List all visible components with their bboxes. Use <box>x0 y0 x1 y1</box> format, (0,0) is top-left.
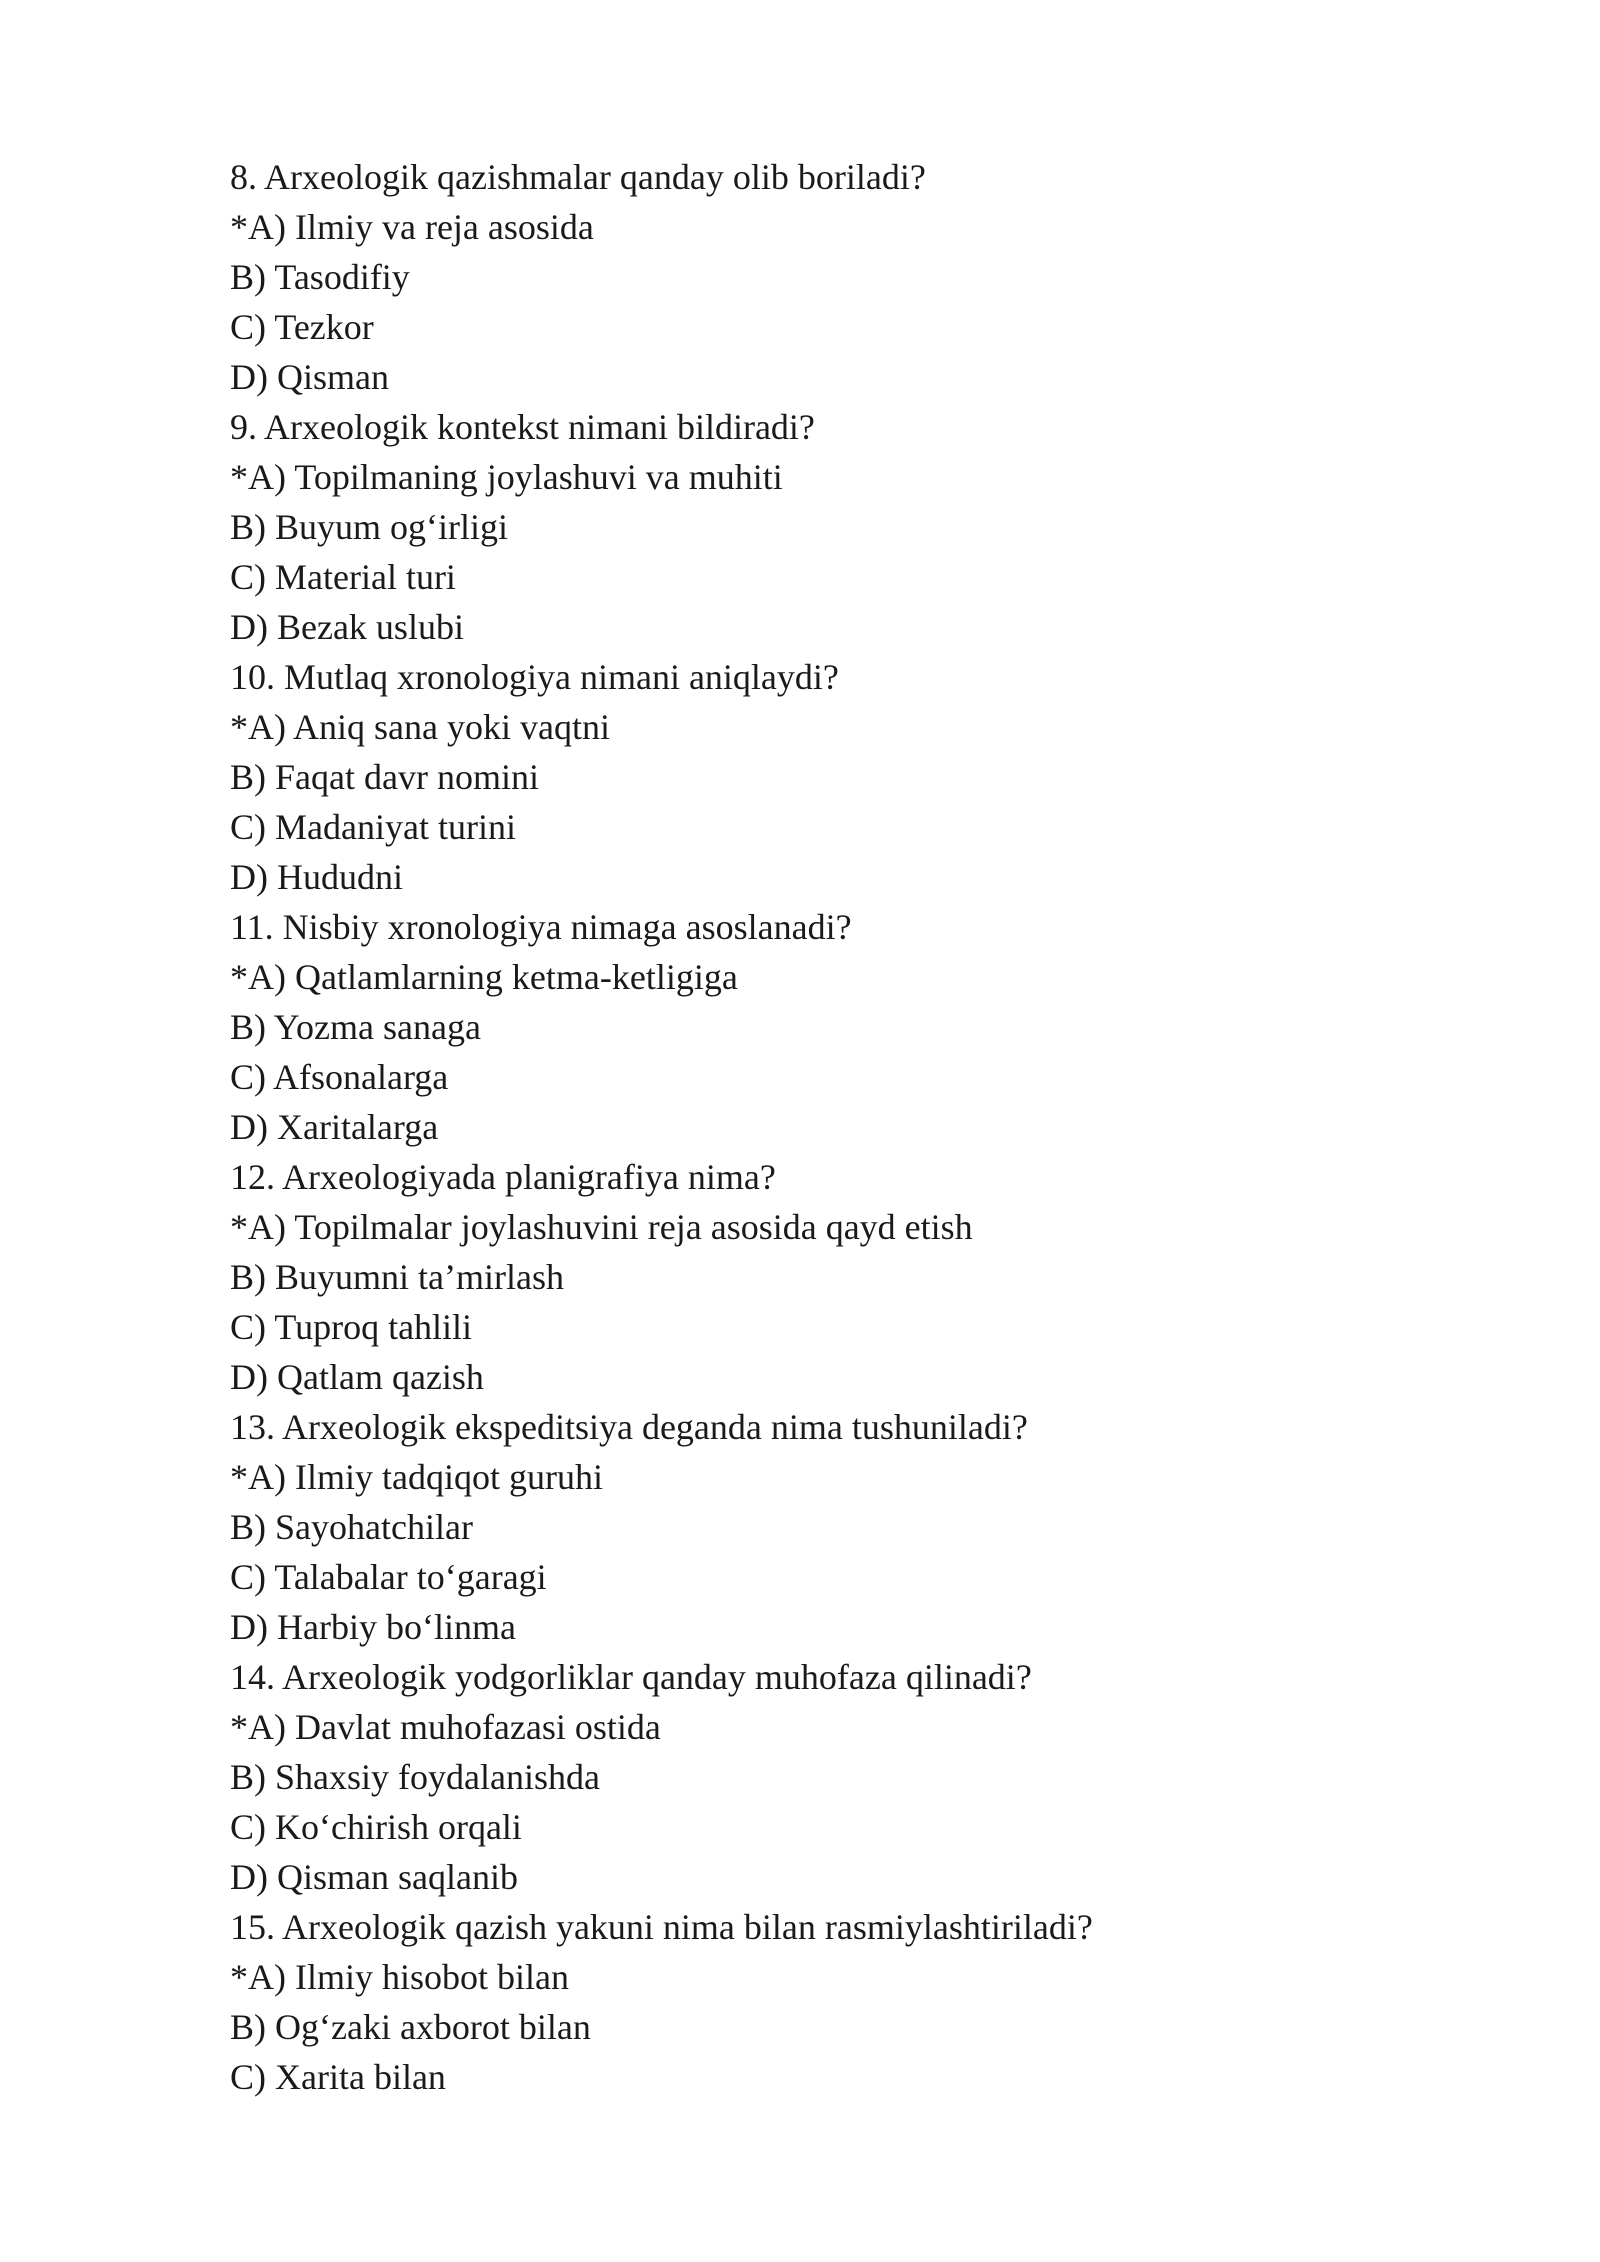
answer-8-a-correct: *A) Ilmiy va reja asosida <box>230 207 594 247</box>
answer-15-a-correct: *A) Ilmiy hisobot bilan <box>230 1957 569 1997</box>
answer-13-b: B) Sayohatchilar <box>230 1507 473 1547</box>
answer-9-b: B) Buyum og‘irligi <box>230 507 508 547</box>
question-8: 8. Arxeologik qazishmalar qanday olib boriladi? <box>230 157 926 197</box>
question-15: 15. Arxeologik qazish yakuni nima bilan rasmiylashtiriladi? <box>230 1907 1093 1947</box>
answer-8-c: C) Tezkor <box>230 307 374 347</box>
answer-8-d: D) Qisman <box>230 357 389 397</box>
answer-12-c: C) Tuproq tahlili <box>230 1307 473 1347</box>
answer-13-c: C) Talabalar to‘garagi <box>230 1557 547 1597</box>
question-14: 14. Arxeologik yodgorliklar qanday muhofaza qilinadi? <box>230 1657 1032 1697</box>
answer-11-c: C) Afsonalarga <box>230 1057 449 1097</box>
answer-10-b: B) Faqat davr nomini <box>230 757 539 797</box>
answer-14-d: D) Qisman saqlanib <box>230 1857 518 1897</box>
question-list <box>230 152 1430 2102</box>
question-10: 10. Mutlaq xronologiya nimani aniqlaydi? <box>230 657 839 697</box>
answer-9-c: C) Material turi <box>230 557 456 597</box>
answer-9-a-correct: *A) Topilmaning joylashuvi va muhiti <box>230 457 783 497</box>
answer-14-c: C) Ko‘chirish orqali <box>230 1807 522 1847</box>
answer-14-a-correct: *A) Davlat muhofazasi ostida <box>230 1707 661 1747</box>
answer-10-d: D) Hududni <box>230 857 403 897</box>
answer-13-a-correct: *A) Ilmiy tadqiqot guruhi <box>230 1457 603 1497</box>
answer-8-b: B) Tasodifiy <box>230 257 410 297</box>
answer-11-a-correct: *A) Qatlamlarning ketma-ketligiga <box>230 957 738 997</box>
question-11: 11. Nisbiy xronologiya nimaga asoslanadi? <box>230 907 852 947</box>
answer-12-d: D) Qatlam qazish <box>230 1357 484 1397</box>
answer-15-c: C) Xarita bilan <box>230 2057 446 2097</box>
answer-12-a-correct: *A) Topilmalar joylashuvini reja asosida qayd etish <box>230 1207 973 1247</box>
answer-15-b: B) Og‘zaki axborot bilan <box>230 2007 591 2047</box>
answer-9-d: D) Bezak uslubi <box>230 607 464 647</box>
question-13: 13. Arxeologik ekspeditsiya deganda nima tushuniladi? <box>230 1407 1028 1447</box>
answer-11-b: B) Yozma sanaga <box>230 1007 481 1047</box>
question-9: 9. Arxeologik kontekst nimani bildiradi? <box>230 407 815 447</box>
answer-12-b: B) Buyumni ta’mirlash <box>230 1257 564 1297</box>
answer-10-c: C) Madaniyat turini <box>230 807 516 847</box>
answer-11-d: D) Xaritalarga <box>230 1107 439 1147</box>
question-12: 12. Arxeologiyada planigrafiya nima? <box>230 1157 776 1197</box>
answer-14-b: B) Shaxsiy foydalanishda <box>230 1757 600 1797</box>
answer-10-a-correct: *A) Aniq sana yoki vaqtni <box>230 707 610 747</box>
answer-13-d: D) Harbiy bo‘linma <box>230 1607 516 1647</box>
